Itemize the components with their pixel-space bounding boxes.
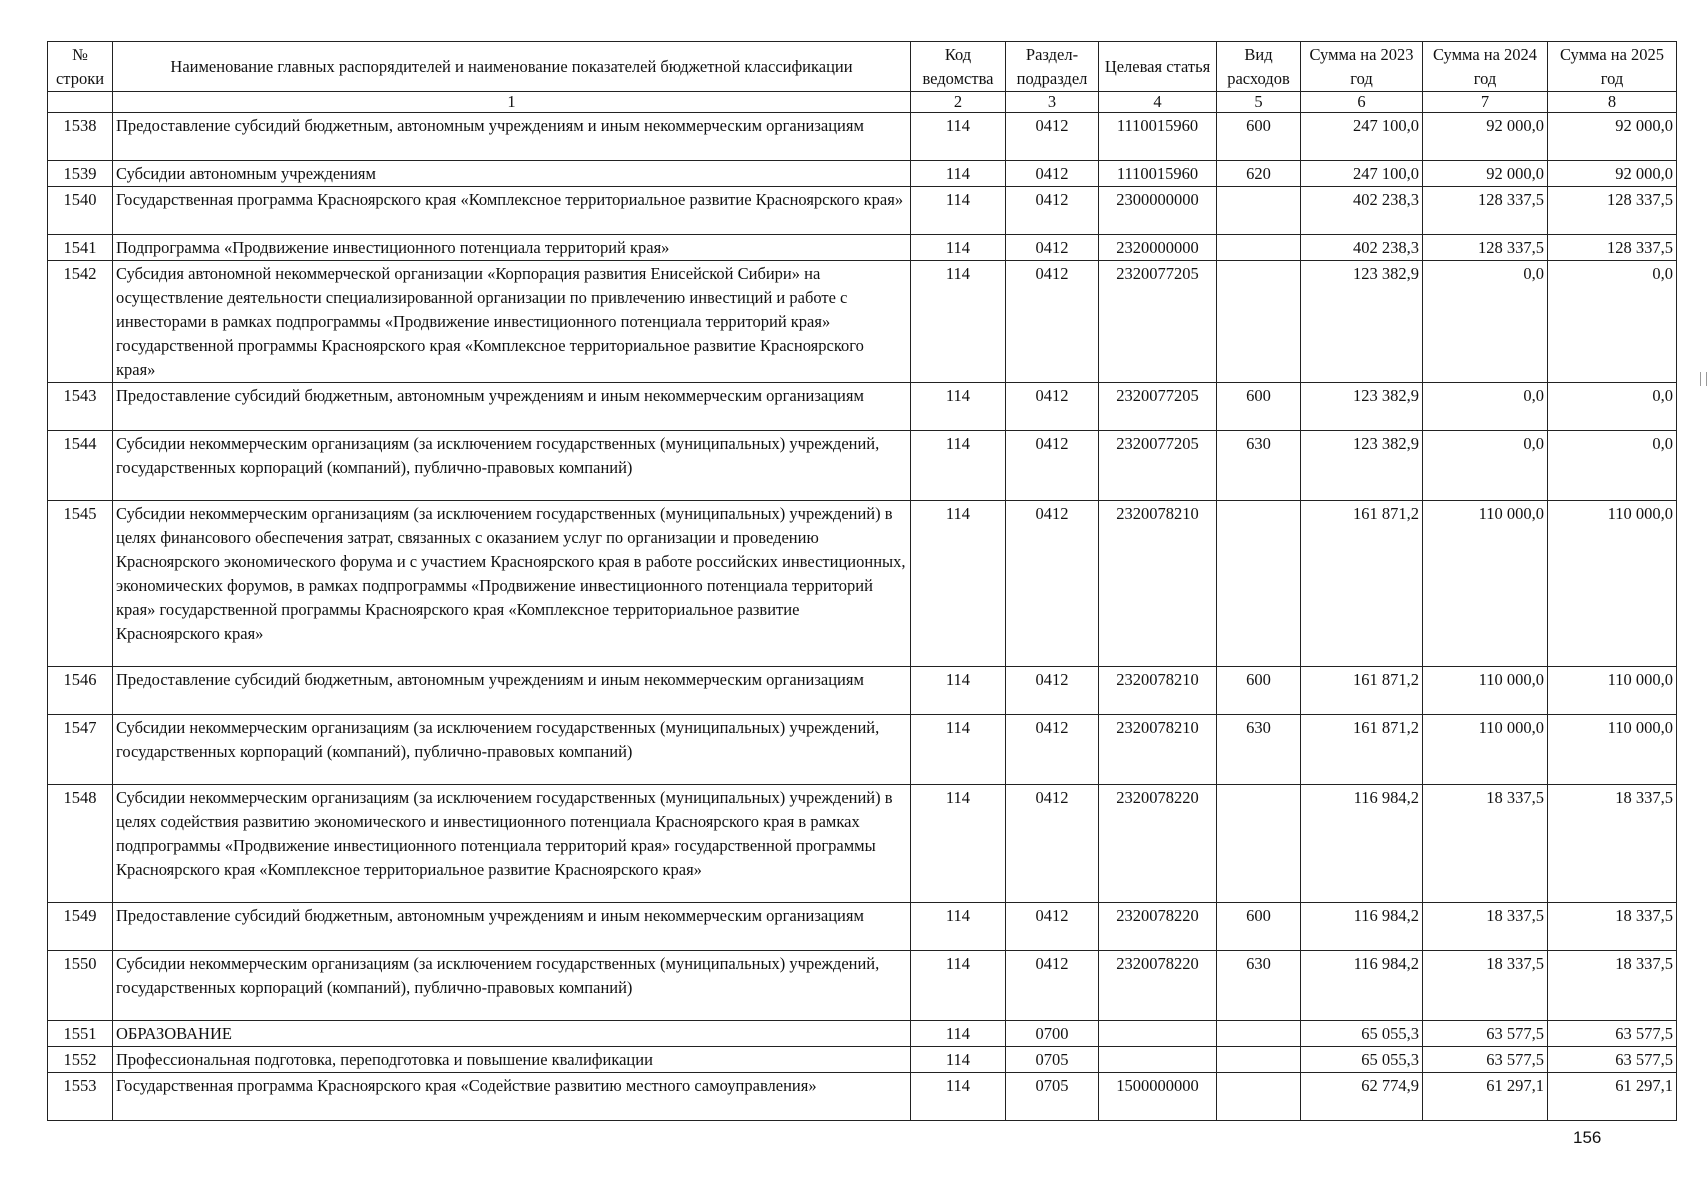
row-name: Профессиональная подготовка, переподготовка и повышение квалификации (113, 1047, 911, 1073)
header-sum-2024: Сумма на 2024 год (1423, 42, 1548, 92)
row-dept-code: 114 (911, 667, 1006, 715)
table-row (48, 1073, 1677, 1121)
row-sum-2023: 247 100,0 (1301, 161, 1423, 187)
row-sum-2024: 61 297,1 (1423, 1073, 1548, 1121)
row-dept-code: 114 (911, 785, 1006, 903)
row-target-article (1099, 1047, 1217, 1073)
row-sum-2023: 65 055,3 (1301, 1047, 1423, 1073)
row-expense-type (1217, 261, 1301, 383)
row-number: 1549 (48, 903, 113, 951)
column-number-row (48, 92, 1677, 113)
row-expense-type (1217, 187, 1301, 235)
row-dept-code: 114 (911, 235, 1006, 261)
row-name: Субсидии некоммерческим организациям (за исключением государственных (муниципальных) учреждений, государственных корпораций (компаний), публично-правовых компаний) (113, 951, 911, 1021)
row-dept-code: 114 (911, 1073, 1006, 1121)
row-sum-2025: 18 337,5 (1548, 903, 1677, 951)
row-section: 0705 (1006, 1073, 1099, 1121)
row-target-article: 1500000000 (1099, 1073, 1217, 1121)
header-row (48, 42, 1677, 92)
row-sum-2023: 116 984,2 (1301, 903, 1423, 951)
row-target-article: 2300000000 (1099, 187, 1217, 235)
table-row (48, 161, 1677, 187)
row-section: 0412 (1006, 261, 1099, 383)
row-target-article: 1110015960 (1099, 113, 1217, 161)
column-number: 4 (1099, 92, 1217, 113)
row-section: 0412 (1006, 431, 1099, 501)
row-number: 1544 (48, 431, 113, 501)
table-row (48, 903, 1677, 951)
header-section: Раздел-подраздел (1006, 42, 1099, 92)
row-sum-2023: 247 100,0 (1301, 113, 1423, 161)
row-sum-2025: 128 337,5 (1548, 187, 1677, 235)
row-name: Государственная программа Красноярского края «Комплексное территориальное развитие Красноярского края» (113, 187, 911, 235)
row-dept-code: 114 (911, 715, 1006, 785)
row-sum-2025: 0,0 (1548, 431, 1677, 501)
header-target-article: Целевая статья (1099, 42, 1217, 92)
row-expense-type: 630 (1217, 951, 1301, 1021)
row-section: 0412 (1006, 785, 1099, 903)
column-number: 7 (1423, 92, 1548, 113)
table-row (48, 667, 1677, 715)
row-expense-type: 630 (1217, 431, 1301, 501)
row-name: Субсидии некоммерческим организациям (за исключением государственных (муниципальных) учреждений, государственных корпораций (компаний), публично-правовых компаний) (113, 715, 911, 785)
table-row (48, 1047, 1677, 1073)
row-sum-2025: 61 297,1 (1548, 1073, 1677, 1121)
column-number: 2 (911, 92, 1006, 113)
row-section: 0412 (1006, 113, 1099, 161)
row-number: 1548 (48, 785, 113, 903)
row-sum-2023: 123 382,9 (1301, 431, 1423, 501)
row-target-article: 2320078210 (1099, 667, 1217, 715)
row-section: 0705 (1006, 1047, 1099, 1073)
row-target-article: 2320078210 (1099, 501, 1217, 667)
row-sum-2023: 123 382,9 (1301, 383, 1423, 431)
row-sum-2024: 63 577,5 (1423, 1021, 1548, 1047)
row-expense-type: 600 (1217, 667, 1301, 715)
row-expense-type: 620 (1217, 161, 1301, 187)
row-sum-2025: 128 337,5 (1548, 235, 1677, 261)
row-name: Предоставление субсидий бюджетным, автономным учреждениям и иным некоммерческим организациям (113, 903, 911, 951)
row-sum-2024: 110 000,0 (1423, 501, 1548, 667)
row-section: 0412 (1006, 951, 1099, 1021)
row-number: 1540 (48, 187, 113, 235)
row-sum-2024: 0,0 (1423, 383, 1548, 431)
row-expense-type (1217, 1073, 1301, 1121)
row-name: Субсидии некоммерческим организациям (за исключением государственных (муниципальных) учреждений, государственных корпораций (компаний), публично-правовых компаний) (113, 431, 911, 501)
row-dept-code: 114 (911, 903, 1006, 951)
row-target-article: 2320077205 (1099, 261, 1217, 383)
row-dept-code: 114 (911, 187, 1006, 235)
row-target-article: 2320078220 (1099, 951, 1217, 1021)
row-name: ОБРАЗОВАНИЕ (113, 1021, 911, 1047)
row-sum-2023: 123 382,9 (1301, 261, 1423, 383)
row-target-article: 2320078210 (1099, 715, 1217, 785)
header-row-number: № строки (48, 42, 113, 92)
row-section: 0412 (1006, 235, 1099, 261)
row-expense-type (1217, 1021, 1301, 1047)
row-sum-2025: 63 577,5 (1548, 1047, 1677, 1073)
row-number: 1546 (48, 667, 113, 715)
row-sum-2024: 63 577,5 (1423, 1047, 1548, 1073)
table-row (48, 187, 1677, 235)
row-sum-2023: 65 055,3 (1301, 1021, 1423, 1047)
row-expense-type (1217, 235, 1301, 261)
row-name: Подпрограмма «Продвижение инвестиционного потенциала территорий края» (113, 235, 911, 261)
row-sum-2023: 402 238,3 (1301, 235, 1423, 261)
column-number: 3 (1006, 92, 1099, 113)
column-number: 6 (1301, 92, 1423, 113)
row-dept-code: 114 (911, 951, 1006, 1021)
row-sum-2024: 92 000,0 (1423, 161, 1548, 187)
row-expense-type (1217, 785, 1301, 903)
row-number: 1547 (48, 715, 113, 785)
row-expense-type: 600 (1217, 113, 1301, 161)
row-sum-2023: 62 774,9 (1301, 1073, 1423, 1121)
row-sum-2024: 18 337,5 (1423, 951, 1548, 1021)
row-expense-type (1217, 501, 1301, 667)
header-dept-code: Код ведомства (911, 42, 1006, 92)
row-section: 0412 (1006, 903, 1099, 951)
table-row (48, 1021, 1677, 1047)
row-number: 1550 (48, 951, 113, 1021)
row-sum-2025: 110 000,0 (1548, 715, 1677, 785)
row-number: 1551 (48, 1021, 113, 1047)
row-number: 1541 (48, 235, 113, 261)
row-section: 0412 (1006, 501, 1099, 667)
row-sum-2025: 63 577,5 (1548, 1021, 1677, 1047)
row-sum-2024: 110 000,0 (1423, 667, 1548, 715)
row-number: 1539 (48, 161, 113, 187)
table-row (48, 383, 1677, 431)
row-number: 1543 (48, 383, 113, 431)
row-expense-type: 630 (1217, 715, 1301, 785)
row-name: Субсидии некоммерческим организациям (за исключением государственных (муниципальных) учреждений) в целях содействия развитию экономического и инвестиционного потенциала Красноярского края в рамках подпрограммы «Продвижение инвестиционного потенциала территорий края» государственной программы Красноярского края «Комплексное территориальное развитие Красноярского края» (113, 785, 911, 903)
row-sum-2023: 161 871,2 (1301, 667, 1423, 715)
table-row (48, 431, 1677, 501)
row-dept-code: 114 (911, 1047, 1006, 1073)
row-name: Предоставление субсидий бюджетным, автономным учреждениям и иным некоммерческим организациям (113, 113, 911, 161)
budget-table (47, 41, 1677, 1121)
row-sum-2024: 0,0 (1423, 261, 1548, 383)
row-number: 1538 (48, 113, 113, 161)
column-number (48, 92, 113, 113)
row-number: 1553 (48, 1073, 113, 1121)
table-row (48, 785, 1677, 903)
row-sum-2024: 128 337,5 (1423, 187, 1548, 235)
row-dept-code: 114 (911, 113, 1006, 161)
header-expense-type: Вид расходов (1217, 42, 1301, 92)
row-dept-code: 114 (911, 431, 1006, 501)
table-row (48, 235, 1677, 261)
table-row (48, 113, 1677, 161)
row-name: Субсидии автономным учреждениям (113, 161, 911, 187)
row-dept-code: 114 (911, 261, 1006, 383)
header-name: Наименование главных распорядителей и наименование показателей бюджетной классификации (113, 42, 911, 92)
row-number: 1552 (48, 1047, 113, 1073)
row-target-article: 2320000000 (1099, 235, 1217, 261)
row-sum-2024: 128 337,5 (1423, 235, 1548, 261)
table-body (48, 113, 1677, 1121)
table-row (48, 951, 1677, 1021)
row-expense-type: 600 (1217, 903, 1301, 951)
row-section: 0412 (1006, 383, 1099, 431)
row-sum-2025: 110 000,0 (1548, 501, 1677, 667)
row-target-article: 2320078220 (1099, 785, 1217, 903)
row-dept-code: 114 (911, 383, 1006, 431)
row-sum-2025: 18 337,5 (1548, 951, 1677, 1021)
row-number: 1542 (48, 261, 113, 383)
table-row (48, 501, 1677, 667)
row-sum-2025: 0,0 (1548, 261, 1677, 383)
row-sum-2023: 161 871,2 (1301, 501, 1423, 667)
row-sum-2025: 110 000,0 (1548, 667, 1677, 715)
row-dept-code: 114 (911, 501, 1006, 667)
row-target-article: 2320078220 (1099, 903, 1217, 951)
row-section: 0700 (1006, 1021, 1099, 1047)
row-sum-2023: 116 984,2 (1301, 785, 1423, 903)
row-sum-2023: 402 238,3 (1301, 187, 1423, 235)
row-sum-2023: 161 871,2 (1301, 715, 1423, 785)
row-dept-code: 114 (911, 1021, 1006, 1047)
scan-edge-mark (1700, 372, 1707, 386)
table-row (48, 715, 1677, 785)
row-expense-type: 600 (1217, 383, 1301, 431)
column-number: 5 (1217, 92, 1301, 113)
row-target-article: 1110015960 (1099, 161, 1217, 187)
row-target-article: 2320077205 (1099, 431, 1217, 501)
row-number: 1545 (48, 501, 113, 667)
row-sum-2025: 18 337,5 (1548, 785, 1677, 903)
row-target-article: 2320077205 (1099, 383, 1217, 431)
row-section: 0412 (1006, 187, 1099, 235)
row-sum-2024: 18 337,5 (1423, 785, 1548, 903)
row-sum-2025: 0,0 (1548, 383, 1677, 431)
column-number: 1 (113, 92, 911, 113)
header-sum-2025: Сумма на 2025 год (1548, 42, 1677, 92)
row-sum-2025: 92 000,0 (1548, 161, 1677, 187)
row-target-article (1099, 1021, 1217, 1047)
budget-document (47, 41, 1676, 1121)
row-name: Предоставление субсидий бюджетным, автономным учреждениям и иным некоммерческим организациям (113, 383, 911, 431)
row-section: 0412 (1006, 667, 1099, 715)
row-sum-2023: 116 984,2 (1301, 951, 1423, 1021)
table-row (48, 261, 1677, 383)
row-sum-2025: 92 000,0 (1548, 113, 1677, 161)
page-number: 156 (1573, 1128, 1602, 1147)
row-sum-2024: 0,0 (1423, 431, 1548, 501)
column-number: 8 (1548, 92, 1677, 113)
row-name: Субсидия автономной некоммерческой организации «Корпорация развития Енисейской Сибири» на осуществление деятельности специализированной организации по привлечению инвестиций и работе с инвесторами в рамках подпрограммы «Продвижение инвестиционного потенциала территорий края» государственной программы Красноярского края «Комплексное территориальное развитие Красноярского края» (113, 261, 911, 383)
row-name: Предоставление субсидий бюджетным, автономным учреждениям и иным некоммерческим организациям (113, 667, 911, 715)
row-name: Государственная программа Красноярского края «Содействие развитию местного самоуправления» (113, 1073, 911, 1121)
row-sum-2024: 110 000,0 (1423, 715, 1548, 785)
row-dept-code: 114 (911, 161, 1006, 187)
row-section: 0412 (1006, 715, 1099, 785)
row-expense-type (1217, 1047, 1301, 1073)
row-sum-2024: 18 337,5 (1423, 903, 1548, 951)
header-sum-2023: Сумма на 2023 год (1301, 42, 1423, 92)
row-section: 0412 (1006, 161, 1099, 187)
row-sum-2024: 92 000,0 (1423, 113, 1548, 161)
row-name: Субсидии некоммерческим организациям (за исключением государственных (муниципальных) учреждений) в целях финансового обеспечения затрат, связанных с оказанием услуг по организации и проведению Красноярского экономического форума и с участием Красноярского края в работе российских инвестиционных, экономических форумов, в рамках подпрограммы «Продвижение инвестиционного потенциала территорий края» государственной программы Красноярского края «Комплексное территориальное развитие Красноярского края» (113, 501, 911, 667)
